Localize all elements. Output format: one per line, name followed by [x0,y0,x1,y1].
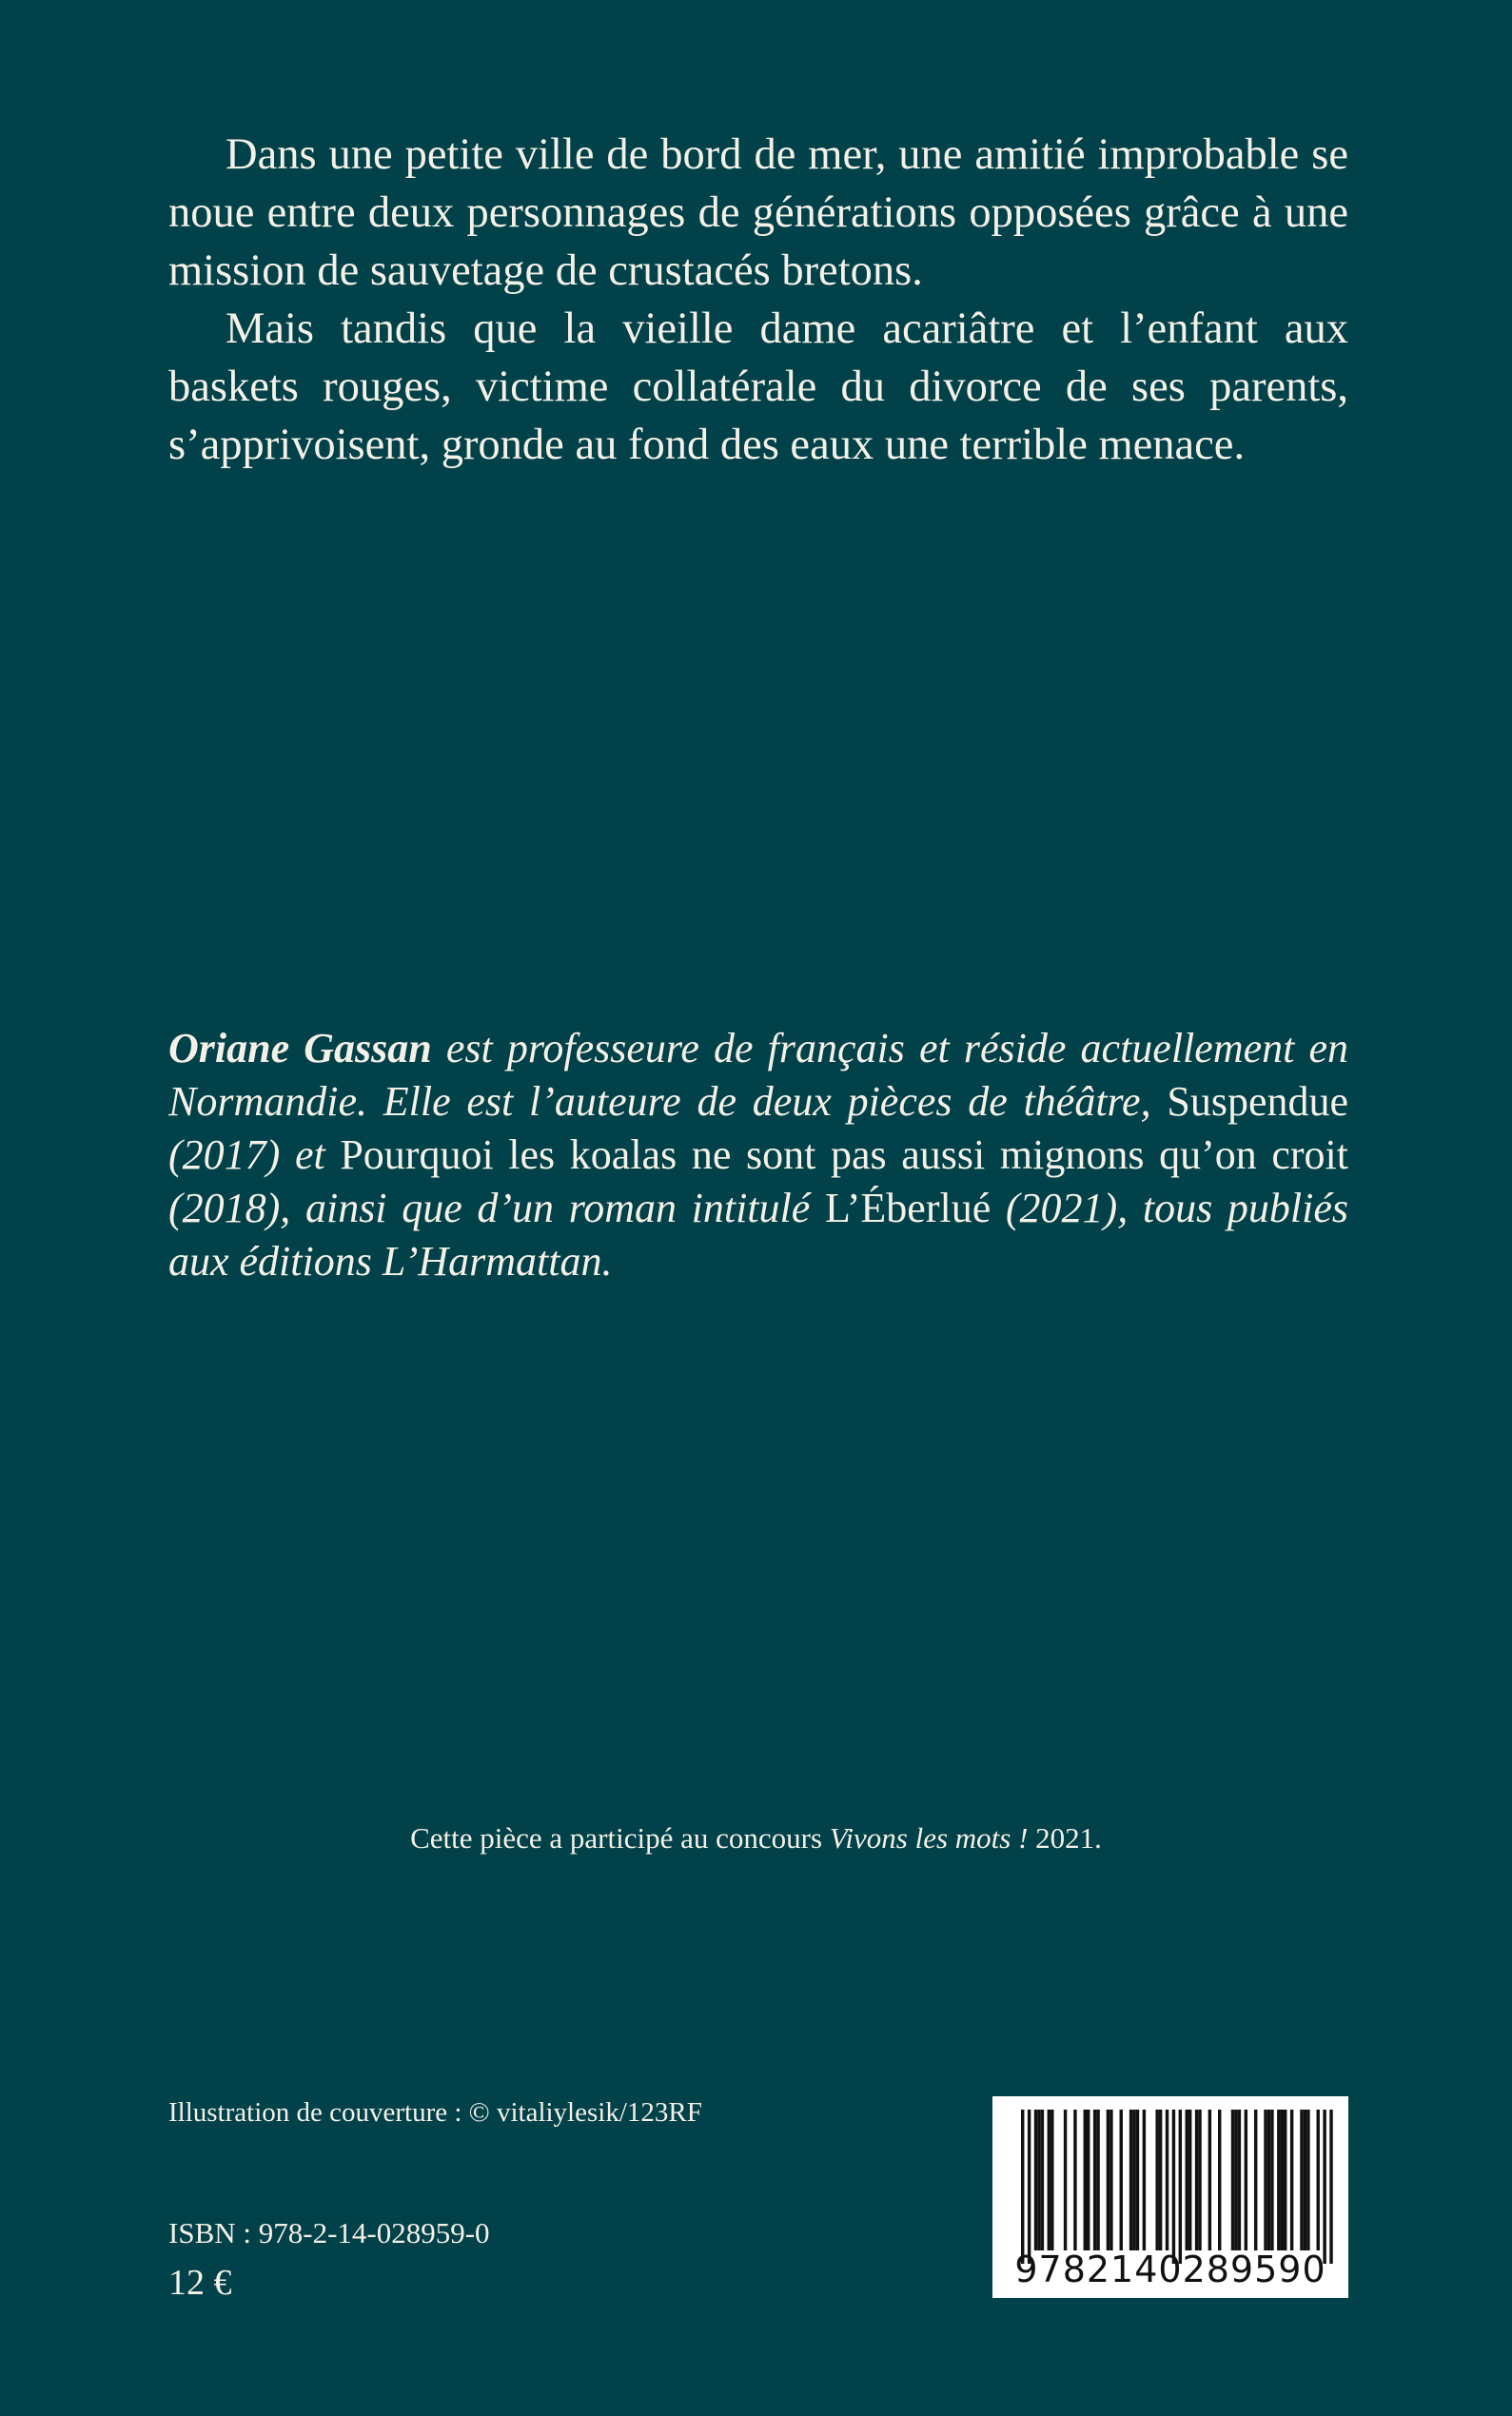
synopsis [168,126,1348,474]
barcode-bar [1198,2110,1201,2250]
barcode-bar [1051,2110,1053,2250]
barcode-bar [1084,2110,1087,2250]
barcode-bar [1267,2110,1270,2250]
work-title-koalas: Pourquoi les koalas ne sont pas aussi mignons qu’on croit [340,1131,1348,1178]
barcode-bar [1028,2110,1031,2264]
contest-name: Vivons les mots ! [829,1821,1029,1855]
author-name: Oriane Gassan [168,1025,432,1071]
barcode-digits: 9782140289590 [1014,2249,1326,2290]
barcode-bar [1254,2110,1257,2250]
synopsis-paragraph-1: Dans une petite ville de bord de mer, une amitié improbable se noue entre deux personnages de générations opposées grâce à une mission de sauvetage de crustacés bretons. [168,130,1348,295]
work-year-2: (2018), ainsi que d’un roman intitulé [168,1185,825,1231]
barcode-bar [1281,2110,1284,2250]
barcode-bar [1264,2110,1267,2250]
barcode-bar [1208,2110,1211,2250]
contest-note [0,1819,1512,1857]
work-year-1: (2017) [168,1131,295,1178]
author-bio-connector: et [294,1131,341,1178]
barcode-bar [1245,2110,1247,2250]
barcode-bar [1129,2110,1132,2250]
barcode-bar [1136,2110,1139,2250]
barcode-bar [1306,2110,1309,2250]
barcode-bar [1037,2110,1040,2250]
barcode-bar [1186,2110,1188,2250]
barcode-bar [1132,2110,1135,2250]
barcode-bar [1073,2110,1076,2250]
barcode-bar [1096,2110,1099,2250]
contest-text: Cette pièce a participé au concours [410,1821,830,1855]
contest-year: 2021. [1028,1821,1102,1855]
work-title-eberlue: L’Éberlué [824,1185,992,1231]
work-title-suspendue: Suspendue [1167,1078,1348,1125]
price: 12 € [168,2263,232,2303]
barcode-bar [1304,2110,1306,2250]
barcode-bar [1155,2110,1158,2250]
author-bio-text-1: est professeure de français et réside actuellement en Normandie. Elle est l’auteure de deux pièces de théâtre, [168,1025,1348,1125]
author-bio [168,1022,1348,1288]
synopsis-paragraph-2: Mais tandis que la vieille dame acariâtre et l’enfant aux baskets rouges, victime collatérale du divorce de ses parents, s’apprivoisent, gronde au fond des eaux une terrible menace. [168,304,1348,469]
barcode-bar [1238,2110,1241,2250]
barcode-bar [1270,2110,1273,2250]
barcode-bar [1166,2110,1168,2250]
barcode-bar [1323,2110,1325,2264]
barcode-bar [1109,2110,1112,2250]
barcode [992,2096,1348,2298]
barcode-bar [1172,2110,1175,2264]
barcode-bar [1231,2110,1234,2250]
barcode-bar [1143,2110,1146,2250]
barcode-bar [1277,2110,1280,2250]
barcode-bar [1329,2110,1332,2264]
barcode-bar [1284,2110,1286,2250]
illustration-credit: Illustration de couverture : © vitaliylesik/123RF [168,2097,702,2128]
barcode-bar [1034,2110,1037,2250]
barcode-bar [1041,2110,1044,2250]
barcode-bar [1048,2110,1051,2250]
barcode-bar [1188,2110,1191,2250]
barcode-bar [1064,2110,1067,2250]
barcode-bar [1120,2110,1123,2250]
barcode-bar [1218,2110,1221,2250]
barcode-bar [1093,2110,1096,2250]
barcode-bar [1021,2110,1024,2264]
barcode-bar [1107,2110,1109,2250]
barcode-bar [1195,2110,1198,2250]
barcode-bar [1290,2110,1293,2250]
barcode-bar [1317,2110,1320,2250]
author-bio-text-2: (2021), tous publiés aux éditions L’Harmattan. [168,1185,1348,1285]
isbn: ISBN : 978-2-14-028959-0 [168,2216,490,2249]
barcode-bar [1159,2110,1162,2250]
barcode-bar [1234,2110,1237,2250]
barcode-bar [1087,2110,1090,2250]
barcode-bar [1179,2110,1182,2264]
barcode-bar [1300,2110,1303,2250]
